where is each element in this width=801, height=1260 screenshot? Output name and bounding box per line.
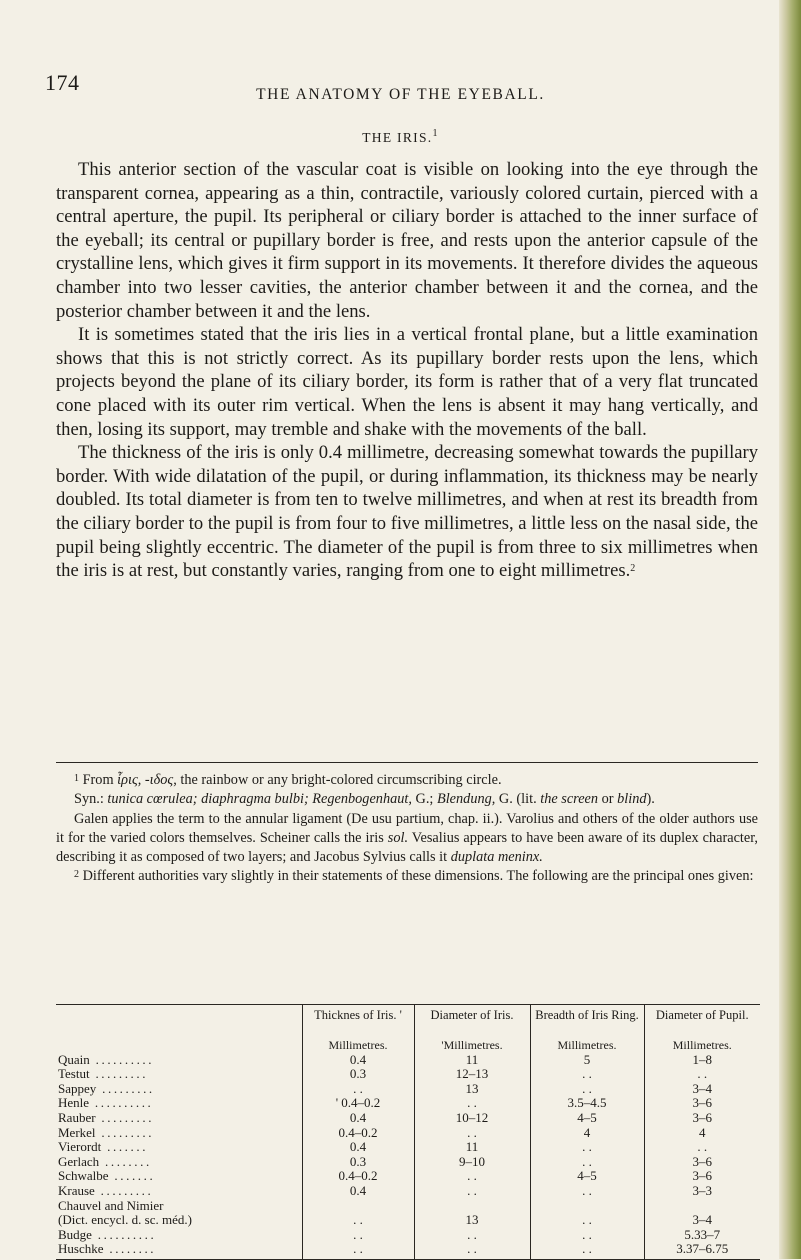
leader-dots: ........ [99, 1154, 152, 1169]
table-cell-value [644, 1199, 760, 1214]
leader-dots: ......... [96, 1081, 155, 1096]
table-cell-value: 0.4 [302, 1140, 414, 1155]
table-cell-authority: Krause ......... [58, 1183, 154, 1198]
table-cell-authority: Quain .......... [58, 1052, 155, 1067]
table-cell-authority: Rauber ......... [58, 1110, 155, 1125]
synonyms-label: Syn.: [74, 791, 108, 808]
table-cell-value: . . [530, 1184, 644, 1199]
table-cell-value: 3–4 [644, 1082, 760, 1097]
table-cell-value: 4–5 [530, 1111, 644, 1126]
table-cell-value: ' 0.4–0.2 [302, 1096, 414, 1111]
leader-dots: ......... [95, 1110, 155, 1125]
table-cell-value: 1–8 [644, 1053, 760, 1068]
table-row [56, 1169, 760, 1184]
table-header-row [56, 1005, 760, 1035]
table-cell-authority: Testut ......... [58, 1067, 149, 1082]
table-cell-value [302, 1199, 414, 1214]
table-cell-value: 13 [414, 1082, 530, 1097]
table-cell-value: 0.4–0.2 [302, 1126, 414, 1141]
leader-dots: ....... [108, 1169, 156, 1184]
footnote-1-galen [56, 810, 758, 868]
running-head: THE ANATOMY OF THE EYEBALL. [256, 86, 545, 103]
table-cell-value: 3–6 [644, 1111, 760, 1126]
table-cell-value: 10–12 [414, 1111, 530, 1126]
leader-dots: ......... [95, 1125, 155, 1140]
table-cell-authority: Gerlach ........ [58, 1154, 152, 1169]
footnote-ref-2: 2 [630, 563, 636, 575]
table-cell-authority: Sappey ......... [58, 1081, 155, 1096]
paragraph-3-text: The thickness of the iris is only 0.4 millimetre, decreasing somewhat towards the pupillary border. With wide dilatation of the pupil, or during inflammation, its thickness may be nearly doubled. Its total diameter is from ten to twelve millimetres, and when at rest its breadth from the ciliary border to the pupil is from four to five millimetres, a little less on the nasal side, the pupil being slightly eccentric. The diameter of the pupil is from three to six millimetres when the iris is at rest, but constantly varies, ranging from one to eight millimetres. [56, 442, 758, 582]
synonyms-lit: the screen [540, 791, 599, 808]
footnote-ref-1: 1 [432, 128, 439, 139]
footnote-1-mark: 1 [74, 773, 79, 784]
table-cell-value: 3–6 [644, 1155, 760, 1170]
galen-text-b: Vesalius appears to have been aware of its duplex character, describing it as composed of two layers; and Jacobus Sylvius calls it [56, 829, 758, 866]
table-cell-value: 4–5 [530, 1169, 644, 1184]
table-cell-value: 11 [414, 1053, 530, 1068]
table-cell-authority: Chauvel and Nimier [58, 1198, 164, 1213]
synonyms-blind: blind [617, 791, 647, 808]
table-cell-value [414, 1199, 530, 1214]
table-cell-authority: Henle .......... [58, 1096, 154, 1111]
footnote-2-text: Different authorities vary slightly in their statements of these dimensions. The following are the principal ones given: [82, 868, 754, 885]
table-row [56, 1155, 760, 1170]
synonyms-end: ). [646, 791, 655, 808]
table-cell-value: . . [414, 1126, 530, 1141]
leader-dots: .......... [91, 1227, 157, 1242]
synonyms-terms: tunica cœrulea; diaphragma bulbi; Regenbogenhaut, [107, 791, 412, 808]
footnote-2 [56, 867, 758, 886]
table-cell-value: . . [302, 1213, 414, 1228]
table-cell-value: . . [414, 1169, 530, 1184]
table-row [56, 1140, 760, 1155]
table-cell-value: 5.33–7 [644, 1228, 760, 1243]
table-cell-value: . . [530, 1082, 644, 1097]
table-cell-authority: Budge .......... [58, 1227, 157, 1242]
paragraph-1: This anterior section of the vascular coat is visible on looking into the eye through the transparent cornea, appearing as a thin, contractile, variously colored curtain, pierced with a central aperture, the pupil. Its peripheral or ciliary border is attached to the inner surface of the eyeball; its central or pupillary border is free, and rests upon the anterior capsule of the crystalline lens, which gives it firm support in its movements. It therefore divides the aqueous chamber into two lesser cavities, the anterior chamber between it and the cornea, and the posterior chamber between it and the lens. [56, 159, 758, 322]
footnotes [56, 771, 758, 887]
table-cell-value: . . [302, 1228, 414, 1243]
table-cell-value: 11 [414, 1140, 530, 1155]
leader-dots: .......... [89, 1096, 154, 1111]
table-cell-value: 3–6 [644, 1096, 760, 1111]
table-cell-value: . . [302, 1242, 414, 1259]
galen-duplata: duplata meninx. [450, 849, 543, 866]
table-cell-value: 0.3 [302, 1155, 414, 1170]
section-title-text: THE IRIS. [362, 130, 433, 145]
header-diameter: Diameter of Iris. [414, 1005, 530, 1035]
footnote-rule [56, 762, 758, 763]
table-cell-value [530, 1199, 644, 1214]
table-cell-value: 9–10 [414, 1155, 530, 1170]
footnote-1-synonyms [56, 790, 758, 809]
table-cell-value: . . [530, 1155, 644, 1170]
units-cell [56, 1034, 302, 1053]
units-cell: Millimetres. [644, 1034, 760, 1053]
table-cell-value: . . [414, 1242, 530, 1259]
table-cell-value: . . [530, 1140, 644, 1155]
table-cell-value: . . [644, 1067, 760, 1082]
synonyms-or: or [598, 791, 618, 808]
page-edge-decoration [779, 0, 801, 1259]
footnote-1-line [56, 771, 758, 790]
table-row [56, 1082, 760, 1097]
units-cell: Millimetres. [302, 1034, 414, 1053]
table-cell-value: 3.37–6.75 [644, 1242, 760, 1259]
header-pupil: Diameter of Pupil. [644, 1005, 760, 1035]
table-row [56, 1228, 760, 1243]
galen-sol: sol. [387, 829, 409, 846]
table-row [56, 1126, 760, 1141]
leader-dots: ........ [103, 1242, 157, 1257]
leader-dots: ......... [89, 1067, 149, 1082]
table-cell-value: 3.5–4.5 [530, 1096, 644, 1111]
table-cell-value: . . [530, 1228, 644, 1243]
table-row [56, 1242, 760, 1259]
table-cell-value: 0.4 [302, 1111, 414, 1126]
table-cell-value: 3–6 [644, 1169, 760, 1184]
table-cell-value: 0.4 [302, 1184, 414, 1199]
table-cell-value: . . [414, 1228, 530, 1243]
table-cell-value: 3–3 [644, 1184, 760, 1199]
units-cell: Millimetres. [530, 1034, 644, 1053]
units-cell: 'Millimetres. [414, 1034, 530, 1053]
leader-dots: ....... [101, 1140, 149, 1155]
table-cell-value: 0.4–0.2 [302, 1169, 414, 1184]
table-cell-value: 13 [414, 1213, 530, 1228]
header-authority [56, 1005, 302, 1035]
table-cell-value: . . [644, 1140, 760, 1155]
header-breadth: Breadth of Iris Ring. [530, 1005, 644, 1035]
footnote-2-mark: 2 [74, 869, 79, 881]
table-cell-value: . . [414, 1096, 530, 1111]
table-cell-authority: Vierordt ....... [58, 1140, 149, 1155]
page-number: 174 [45, 70, 80, 95]
paragraph-3 [56, 441, 758, 583]
footnote-1-greek: ἶρις, -ιδος [117, 772, 174, 788]
table-cell-value: . . [530, 1067, 644, 1082]
table-row [56, 1199, 760, 1214]
table-row [56, 1053, 760, 1068]
table-cell-value: . . [414, 1184, 530, 1199]
dimensions-table [56, 1004, 760, 1260]
table-row [56, 1096, 760, 1111]
table-cell-value: . . [530, 1242, 644, 1259]
table-cell-authority: Schwalbe ....... [58, 1169, 156, 1184]
synonyms-g2: G. (lit. [495, 791, 541, 808]
table-cell-authority: (Dict. encycl. d. sc. méd.) [58, 1213, 192, 1228]
table-cell-value: 4 [644, 1126, 760, 1141]
table-row [56, 1111, 760, 1126]
table-cell-value: . . [302, 1082, 414, 1097]
header-thickness: Thicknes of Iris. ' [302, 1005, 414, 1035]
table-row [56, 1213, 760, 1228]
table-cell-authority: Huschke ........ [56, 1242, 302, 1259]
table-cell-value: 5 [530, 1053, 644, 1068]
footnote-1-text-a: From [82, 772, 118, 788]
table-cell-value: 0.4 [302, 1053, 414, 1068]
body-text [56, 158, 758, 583]
synonyms-g1: G.; [411, 791, 437, 808]
footnote-1-text-b: , the rainbow or any bright-colored circumscribing circle. [173, 772, 502, 788]
leader-dots: ......... [94, 1183, 154, 1198]
table-cell-value: . . [530, 1213, 644, 1228]
galen-text-a: Galen applies the term to the annular ligament (De usu partium, chap. ii.). Varolius and others of the older authors use it for the varied colors themselves. Scheiner calls the iris [56, 810, 758, 846]
table-row [56, 1067, 760, 1082]
table-cell-authority: Merkel ......... [58, 1125, 155, 1140]
table-row [56, 1184, 760, 1199]
leader-dots: .......... [89, 1052, 155, 1067]
table-units-row [56, 1034, 760, 1053]
table-cell-value: 4 [530, 1126, 644, 1141]
synonyms-blendung: Blendung, [436, 791, 496, 808]
section-title [0, 130, 801, 146]
table-cell-value: 0.3 [302, 1067, 414, 1082]
paragraph-2: It is sometimes stated that the iris lies in a vertical frontal plane, but a little examination shows that this is not strictly correct. As its pupillary border rests upon the lens, which projects beyond the plane of its ciliary border, its form is rather that of a very flat truncated cone placed with its outer rim vertical. When the lens is absent it may hang vertically, and then, losing its support, may tremble and shake with the movements of the ball. [56, 324, 758, 440]
table-cell-value: 12–13 [414, 1067, 530, 1082]
table-cell-value: 3–4 [644, 1213, 760, 1228]
